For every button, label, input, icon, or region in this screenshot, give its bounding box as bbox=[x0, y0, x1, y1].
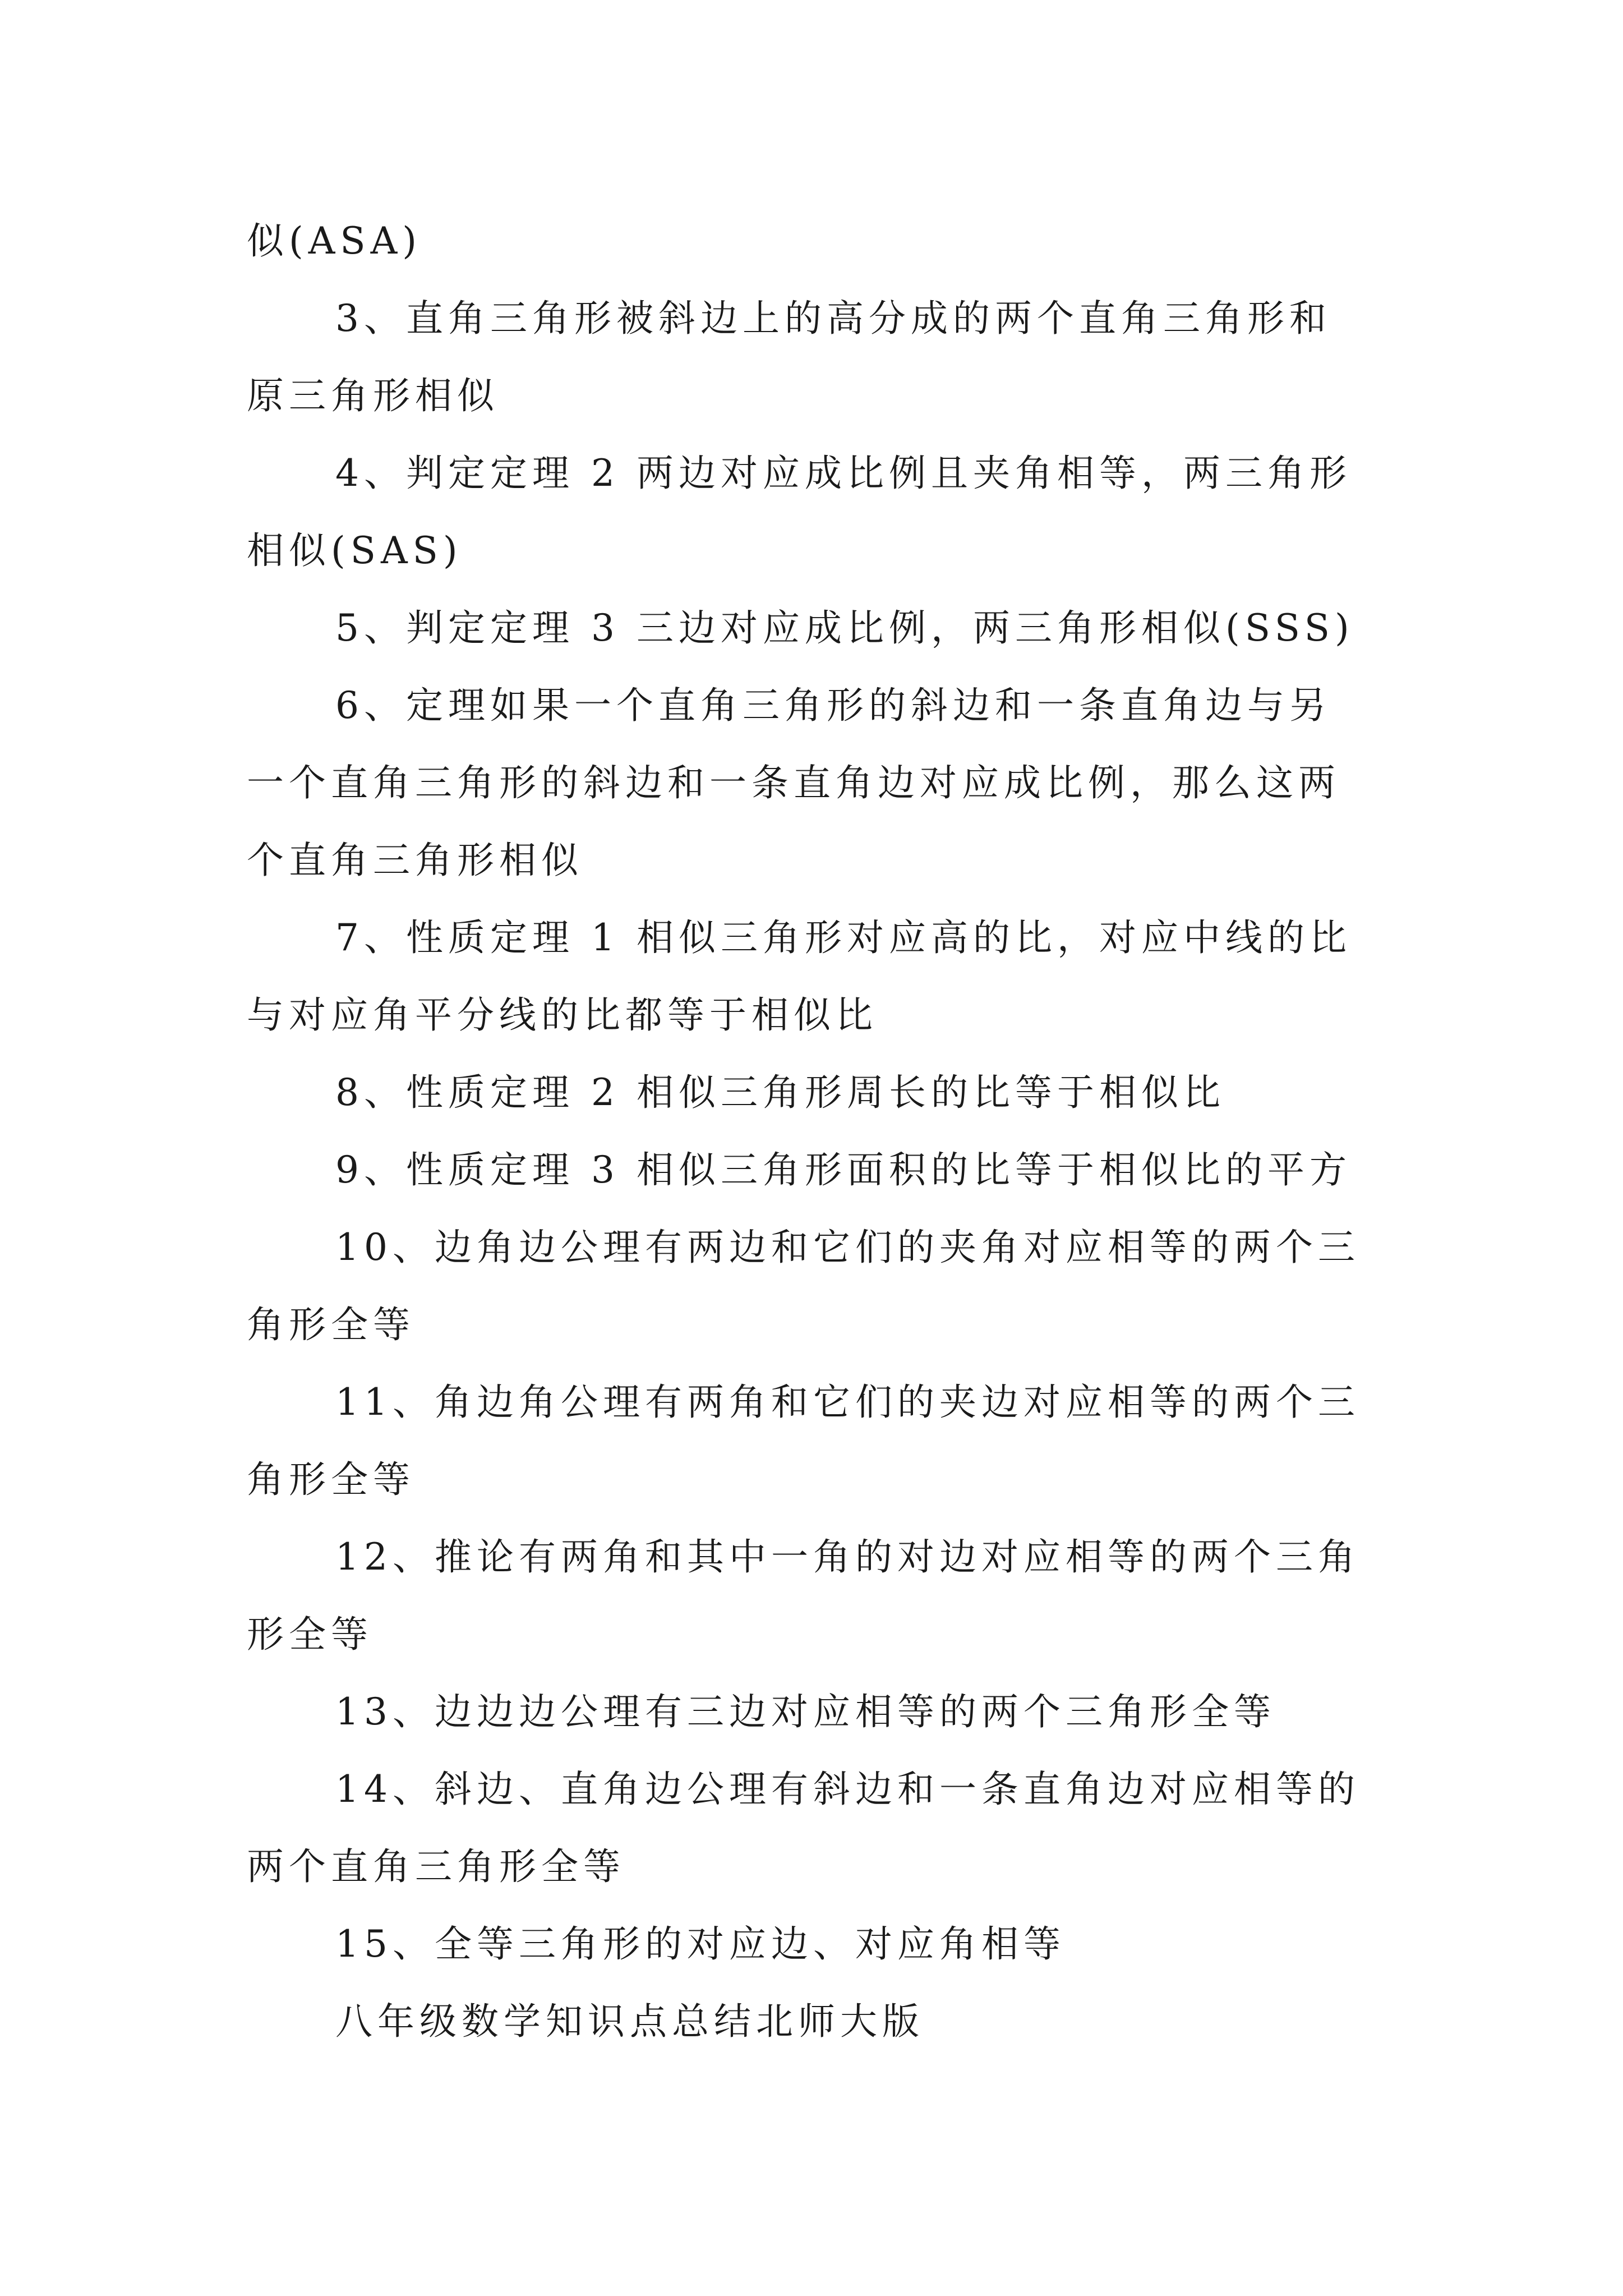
text-line-4: 4、判定定理 2 两边对应成比例且夹角相等，两三角形 bbox=[335, 452, 1352, 495]
text-line-12: 8、性质定理 2 相似三角形周长的比等于相似比 bbox=[335, 1071, 1225, 1114]
text-line-5: 相似(SAS) bbox=[247, 529, 463, 572]
text-line-7: 6、定理如果一个直角三角形的斜边和一条直角边与另 bbox=[335, 684, 1331, 727]
text-line-23: 15、全等三角形的对应边、对应角相等 bbox=[335, 1922, 1066, 1966]
text-line-11: 与对应角平分线的比都等于相似比 bbox=[247, 993, 878, 1037]
text-line-14: 10、边角边公理有两边和它们的夹角对应相等的两个三 bbox=[335, 1226, 1360, 1269]
text-line-13: 9、性质定理 3 相似三角形面积的比等于相似比的平方 bbox=[335, 1148, 1352, 1191]
text-line-21: 14、斜边、直角边公理有斜边和一条直角边对应相等的 bbox=[335, 1768, 1360, 1811]
text-line-16: 11、角边角公理有两角和它们的夹边对应相等的两个三 bbox=[335, 1381, 1360, 1424]
text-line-1: 似(ASA) bbox=[247, 219, 422, 263]
text-line-22: 两个直角三角形全等 bbox=[247, 1845, 625, 1888]
text-line-17: 角形全等 bbox=[247, 1458, 415, 1501]
text-line-8: 一个直角三角形的斜边和一条直角边对应成比例，那么这两 bbox=[247, 761, 1340, 804]
text-line-15: 角形全等 bbox=[247, 1303, 415, 1346]
section-heading: 八年级数学知识点总结北师大版 bbox=[335, 2000, 924, 2043]
text-line-10: 7、性质定理 1 相似三角形对应高的比，对应中线的比 bbox=[335, 916, 1352, 959]
text-line-20: 13、边边边公理有三边对应相等的两个三角形全等 bbox=[335, 1690, 1276, 1733]
text-line-2: 3、直角三角形被斜边上的高分成的两个直角三角形和 bbox=[335, 297, 1331, 340]
text-line-9: 个直角三角形相似 bbox=[247, 839, 583, 882]
text-line-19: 形全等 bbox=[247, 1613, 373, 1656]
text-line-6: 5、判定定理 3 三边对应成比例，两三角形相似(SSS) bbox=[335, 606, 1354, 650]
text-line-18: 12、推论有两角和其中一角的对边对应相等的两个三角 bbox=[335, 1535, 1360, 1579]
text-line-3: 原三角形相似 bbox=[247, 374, 499, 417]
